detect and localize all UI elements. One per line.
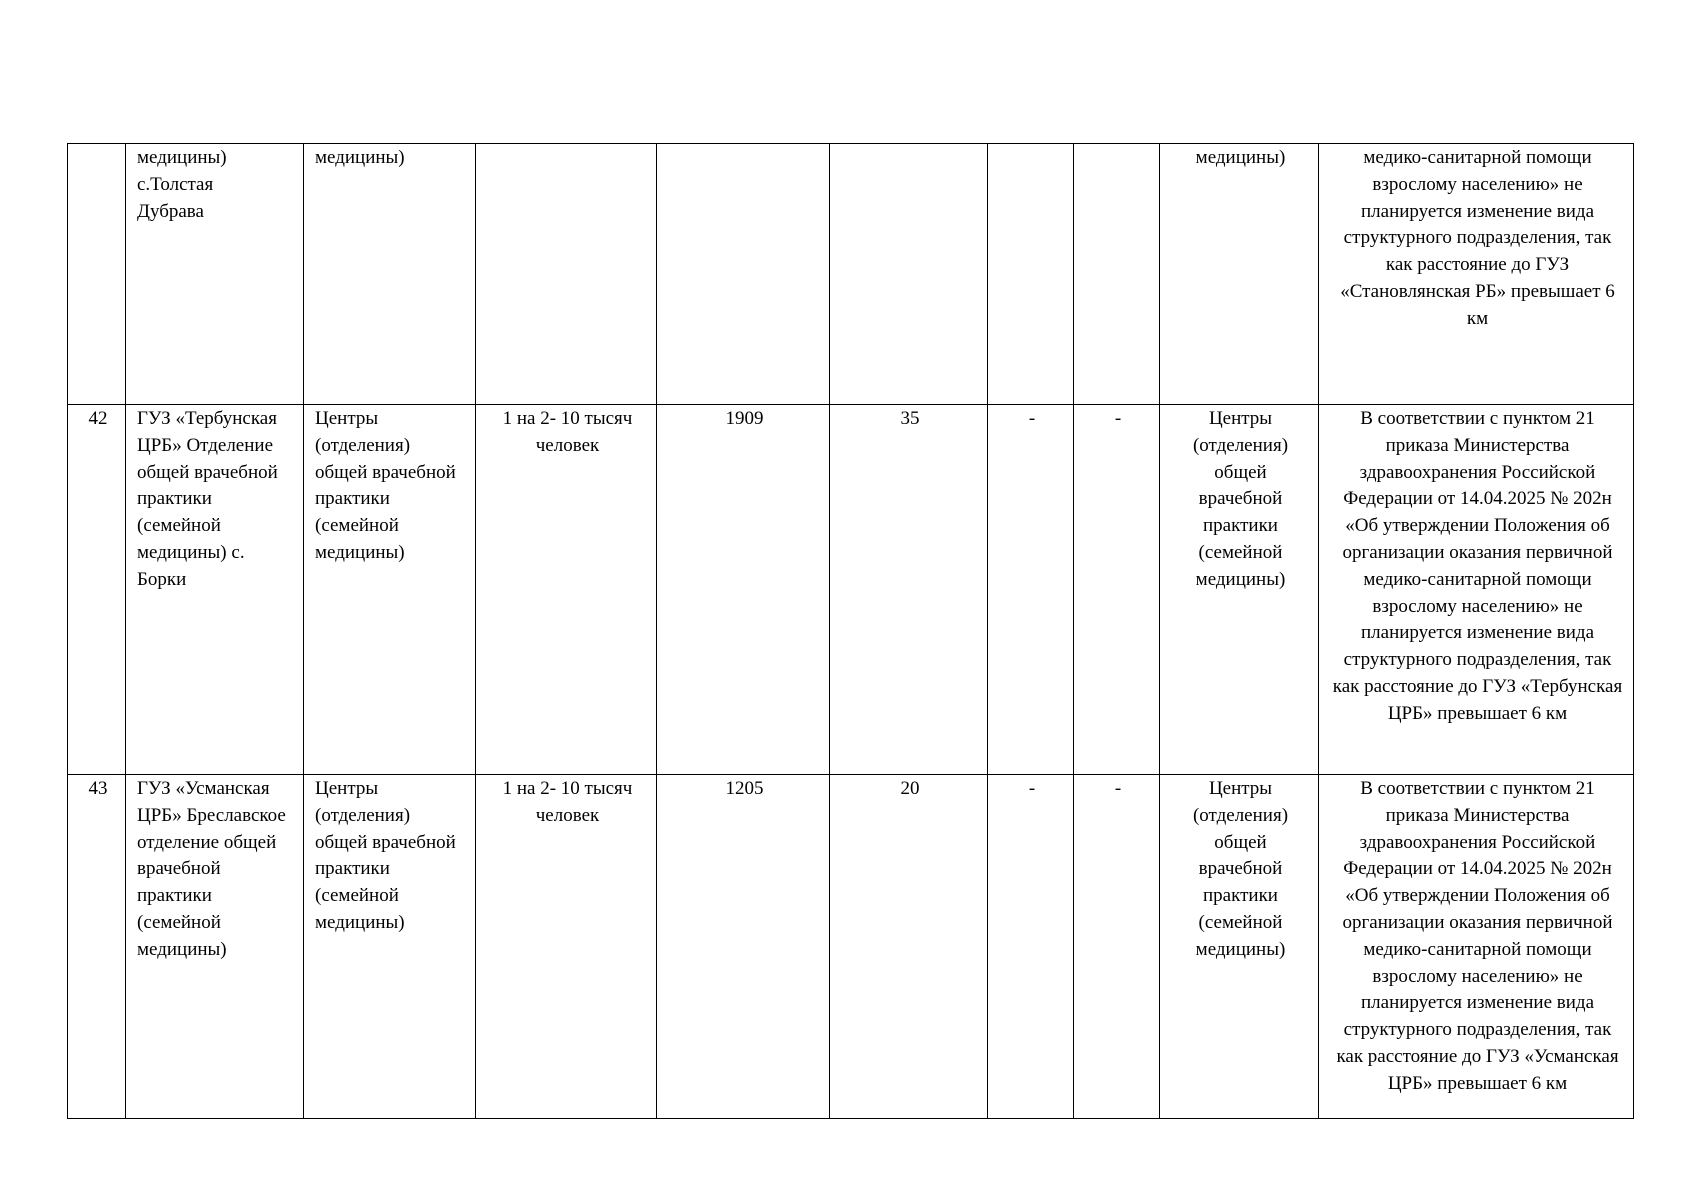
note-cell: В соответствии с пунктом 21 приказа Министерства здравоохранения Российской Федерации от 14.04.2025 № 202н «Об утверждении Положения об организации оказания первичной медико-санитарной помощи взрослому населению» не планируется изменение вида структурного подразделения, так как расстояние до ГУЗ «Усманская ЦРБ» превышает 6 км xyxy=(1319,775,1634,1119)
table-row xyxy=(68,775,1634,1119)
table-row xyxy=(68,144,1634,405)
facility-table xyxy=(67,143,1634,1119)
new-unit-type-cell: Центры (отделения) общей врачебной практики (семейной медицины) xyxy=(1160,775,1319,1119)
unit-type-cell: Центры (отделения) общей врачебной практики (семейной медицины) xyxy=(304,405,476,775)
column-8-cell: - xyxy=(1074,775,1160,1119)
norm-cell xyxy=(476,144,657,405)
column-7-cell xyxy=(988,144,1074,405)
staff-cell xyxy=(830,144,988,405)
column-8-cell xyxy=(1074,144,1160,405)
unit-type-cell: Центры (отделения) общей врачебной практики (семейной медицины) xyxy=(304,775,476,1119)
organization-cell: ГУЗ «Тербунская ЦРБ» Отделение общей врачебной практики (семейной медицины) с. Борки xyxy=(126,405,304,775)
column-8-cell: - xyxy=(1074,405,1160,775)
note-cell: медико-санитарной помощи взрослому населению» не планируется изменение вида структурного подразделения, так как расстояние до ГУЗ «Становлянская РБ» превышает 6 км xyxy=(1319,144,1634,405)
norm-cell: 1 на 2- 10 тысяч человек xyxy=(476,775,657,1119)
column-7-cell: - xyxy=(988,405,1074,775)
row-number-cell: 43 xyxy=(68,775,126,1119)
note-cell: В соответствии с пунктом 21 приказа Министерства здравоохранения Российской Федерации от 14.04.2025 № 202н «Об утверждении Положения об организации оказания первичной медико-санитарной помощи взрослому населению» не планируется изменение вида структурного подразделения, так как расстояние до ГУЗ «Тербунская ЦРБ» превышает 6 км xyxy=(1319,405,1634,775)
staff-cell: 35 xyxy=(830,405,988,775)
table-row xyxy=(68,405,1634,775)
organization-cell: медицины) с.Толстая Дубрава xyxy=(126,144,304,405)
staff-cell: 20 xyxy=(830,775,988,1119)
column-7-cell: - xyxy=(988,775,1074,1119)
new-unit-type-cell: Центры (отделения) общей врачебной практики (семейной медицины) xyxy=(1160,405,1319,775)
organization-cell: ГУЗ «Усманская ЦРБ» Бреславское отделение общей врачебной практики (семейной медицины) xyxy=(126,775,304,1119)
population-cell: 1909 xyxy=(657,405,830,775)
unit-type-cell: медицины) xyxy=(304,144,476,405)
norm-cell: 1 на 2- 10 тысяч человек xyxy=(476,405,657,775)
population-cell: 1205 xyxy=(657,775,830,1119)
population-cell xyxy=(657,144,830,405)
row-number-cell xyxy=(68,144,126,405)
row-number-cell: 42 xyxy=(68,405,126,775)
new-unit-type-cell: медицины) xyxy=(1160,144,1319,405)
